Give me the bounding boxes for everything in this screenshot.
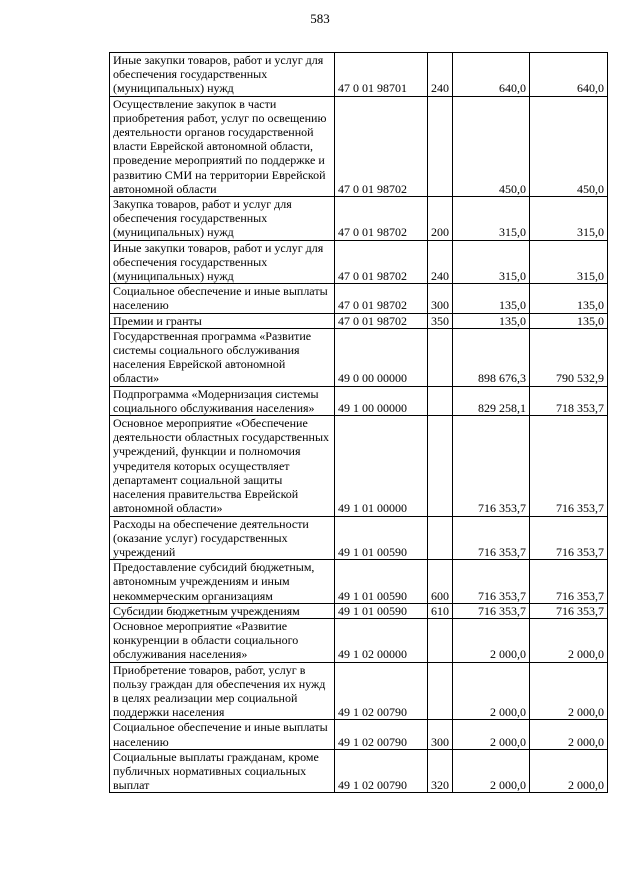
table-row <box>110 328 608 386</box>
table-row <box>110 96 608 196</box>
table-row <box>110 749 608 793</box>
row-expense-type-cell: 320 <box>428 749 453 793</box>
row-amount-year2-cell: 716 353,7 <box>530 416 608 516</box>
row-amount-year1-cell: 135,0 <box>453 313 530 328</box>
row-code-cell: 47 0 01 98702 <box>335 197 428 241</box>
row-code-cell: 47 0 01 98701 <box>335 53 428 97</box>
row-amount-year2-cell: 716 353,7 <box>530 560 608 604</box>
row-code-cell: 49 0 00 00000 <box>335 328 428 386</box>
row-expense-type-cell: 240 <box>428 53 453 97</box>
table-row <box>110 603 608 618</box>
row-amount-year2-cell: 2 000,0 <box>530 720 608 749</box>
row-amount-year2-cell: 135,0 <box>530 284 608 313</box>
row-code-cell: 49 1 00 00000 <box>335 386 428 415</box>
row-name-cell: Основное мероприятие «Обеспечение деятельности областных государственных учреждений, функции и полномочия учредителя которых осуществляет департамент социальной защиты населения правительства Еврейской автономной области» <box>110 416 335 516</box>
row-amount-year1-cell: 315,0 <box>453 197 530 241</box>
budget-table <box>109 52 608 793</box>
row-amount-year2-cell: 716 353,7 <box>530 603 608 618</box>
row-name-cell: Закупка товаров, работ и услуг для обеспечения государственных (муниципальных) нужд <box>110 197 335 241</box>
row-code-cell: 49 1 02 00790 <box>335 662 428 720</box>
table-row <box>110 386 608 415</box>
table-row <box>110 240 608 284</box>
row-code-cell: 49 1 02 00790 <box>335 720 428 749</box>
table-row <box>110 313 608 328</box>
table-row <box>110 618 608 662</box>
row-expense-type-cell: 350 <box>428 313 453 328</box>
row-code-cell: 49 1 02 00790 <box>335 749 428 793</box>
row-code-cell: 49 1 01 00590 <box>335 603 428 618</box>
row-amount-year2-cell: 2 000,0 <box>530 662 608 720</box>
row-expense-type-cell: 240 <box>428 240 453 284</box>
row-expense-type-cell: 600 <box>428 560 453 604</box>
row-name-cell: Государственная программа «Развитие системы социального обслуживания населения Еврейской автономной области» <box>110 328 335 386</box>
row-name-cell: Социальные выплаты гражданам, кроме публичных нормативных социальных выплат <box>110 749 335 793</box>
table-row <box>110 284 608 313</box>
row-name-cell: Иные закупки товаров, работ и услуг для обеспечения государственных (муниципальных) нужд <box>110 240 335 284</box>
row-expense-type-cell <box>428 516 453 560</box>
row-amount-year1-cell: 716 353,7 <box>453 560 530 604</box>
row-expense-type-cell <box>428 416 453 516</box>
row-expense-type-cell <box>428 618 453 662</box>
row-amount-year2-cell: 716 353,7 <box>530 516 608 560</box>
row-code-cell: 49 1 02 00000 <box>335 618 428 662</box>
row-code-cell: 47 0 01 98702 <box>335 313 428 328</box>
row-amount-year1-cell: 2 000,0 <box>453 618 530 662</box>
row-name-cell: Премии и гранты <box>110 313 335 328</box>
row-name-cell: Осуществление закупок в части приобретения работ, услуг по освещению деятельности органов государственной власти Еврейской автономной области, проведение мероприятий по поддержке и развитию СМИ на территории Еврейской автономной области <box>110 96 335 196</box>
row-amount-year1-cell: 829 258,1 <box>453 386 530 415</box>
row-expense-type-cell: 300 <box>428 284 453 313</box>
row-code-cell: 47 0 01 98702 <box>335 240 428 284</box>
row-amount-year2-cell: 135,0 <box>530 313 608 328</box>
row-amount-year1-cell: 716 353,7 <box>453 603 530 618</box>
row-code-cell: 47 0 01 98702 <box>335 284 428 313</box>
row-amount-year2-cell: 640,0 <box>530 53 608 97</box>
row-amount-year1-cell: 716 353,7 <box>453 416 530 516</box>
row-code-cell: 49 1 01 00590 <box>335 516 428 560</box>
row-code-cell: 49 1 01 00590 <box>335 560 428 604</box>
row-amount-year2-cell: 450,0 <box>530 96 608 196</box>
row-name-cell: Подпрограмма «Модернизация системы социального обслуживания населения» <box>110 386 335 415</box>
row-expense-type-cell: 610 <box>428 603 453 618</box>
row-name-cell: Предоставление субсидий бюджетным, автономным учреждениям и иным некоммерческим организациям <box>110 560 335 604</box>
row-name-cell: Социальное обеспечение и иные выплаты населению <box>110 284 335 313</box>
row-amount-year1-cell: 2 000,0 <box>453 720 530 749</box>
row-name-cell: Приобретение товаров, работ, услуг в пользу граждан для обеспечения их нужд в целях реализации мер социальной поддержки населения <box>110 662 335 720</box>
table-row <box>110 662 608 720</box>
row-name-cell: Основное мероприятие «Развитие конкуренции в области социального обслуживания населения» <box>110 618 335 662</box>
row-amount-year2-cell: 718 353,7 <box>530 386 608 415</box>
row-amount-year1-cell: 450,0 <box>453 96 530 196</box>
row-expense-type-cell: 300 <box>428 720 453 749</box>
row-expense-type-cell <box>428 96 453 196</box>
row-amount-year1-cell: 2 000,0 <box>453 662 530 720</box>
row-expense-type-cell <box>428 328 453 386</box>
row-amount-year2-cell: 2 000,0 <box>530 749 608 793</box>
row-expense-type-cell <box>428 662 453 720</box>
row-name-cell: Социальное обеспечение и иные выплаты населению <box>110 720 335 749</box>
table-row <box>110 53 608 97</box>
row-amount-year1-cell: 640,0 <box>453 53 530 97</box>
row-amount-year1-cell: 315,0 <box>453 240 530 284</box>
row-amount-year1-cell: 135,0 <box>453 284 530 313</box>
row-name-cell: Иные закупки товаров, работ и услуг для обеспечения государственных (муниципальных) нужд <box>110 53 335 97</box>
row-amount-year1-cell: 716 353,7 <box>453 516 530 560</box>
table-row <box>110 720 608 749</box>
row-expense-type-cell <box>428 386 453 415</box>
row-amount-year2-cell: 2 000,0 <box>530 618 608 662</box>
table-row <box>110 197 608 241</box>
row-expense-type-cell: 200 <box>428 197 453 241</box>
row-amount-year1-cell: 898 676,3 <box>453 328 530 386</box>
row-name-cell: Расходы на обеспечение деятельности (оказание услуг) государственных учреждений <box>110 516 335 560</box>
row-amount-year2-cell: 315,0 <box>530 197 608 241</box>
row-amount-year2-cell: 315,0 <box>530 240 608 284</box>
page-number: 583 <box>310 11 330 26</box>
table-row <box>110 560 608 604</box>
row-code-cell: 47 0 01 98702 <box>335 96 428 196</box>
table-row <box>110 416 608 516</box>
row-name-cell: Субсидии бюджетным учреждениям <box>110 603 335 618</box>
row-code-cell: 49 1 01 00000 <box>335 416 428 516</box>
table-row <box>110 516 608 560</box>
row-amount-year2-cell: 790 532,9 <box>530 328 608 386</box>
budget-table-body <box>110 53 608 793</box>
row-amount-year1-cell: 2 000,0 <box>453 749 530 793</box>
